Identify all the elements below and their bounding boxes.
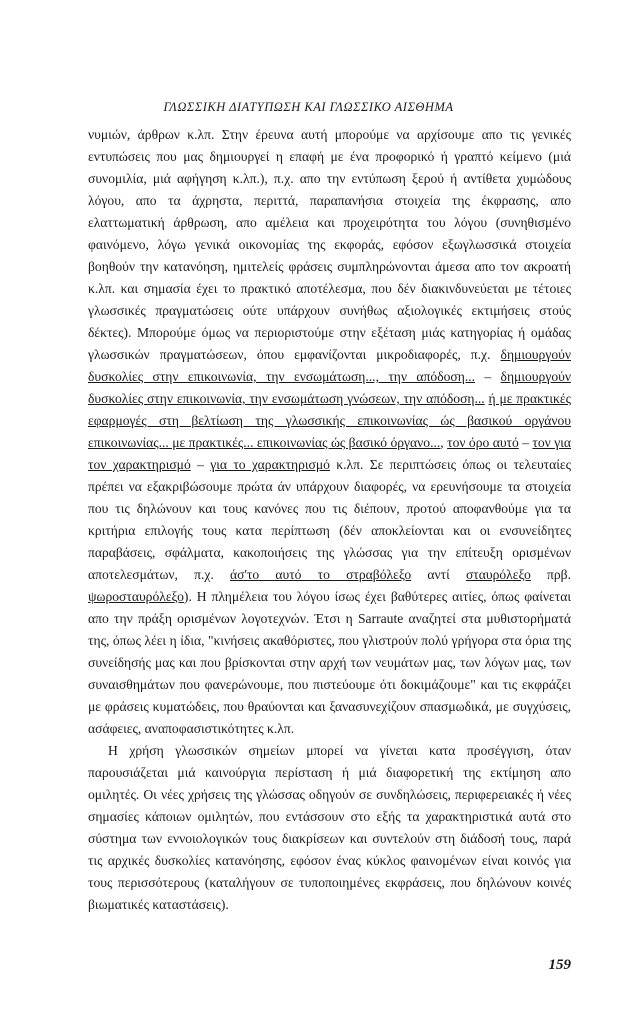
body-text xyxy=(88,124,571,916)
paragraph-2 xyxy=(88,740,571,916)
underlined-phrase: δημιουργούν δυσκολίες στην επικοινωνία, την ενσωμάτωση γνώσεων, την απόδοση... xyxy=(88,369,571,406)
text-run: , xyxy=(440,435,448,450)
running-head: ΓΛΩΣΣΙΚΗ ΔΙΑΤΥΠΩΣΗ ΚΑΙ ΓΛΩΣΣΙΚΟ ΑΙΣΘΗΜΑ xyxy=(163,100,454,114)
text-run: Η χρήση γλωσσικών σημείων μπορεί να γίνεται κατα προσέγγιση, όταν παρουσιάζεται μιά καινούργια περίσταση ή μιά διαφορετική της εκτίμηση απο ομιλητές. Οι νέες χρήσεις της γλώσσας οδηγούν σε συνδηλώσεις, περιφερειακές ή νέες σημασίες κάποιων ομιλητών, που εντάσσουν στο εξής τα χαρακτηριστικά αυτά στο σύστημα των εννοιολογικών τους διακρίσεων και συντελούν στη διάδοσή τους, παρά τις αρχικές δυσκολίες κατανόησης, εφόσον ένας κύκλος φαινομένων είναι κοινός για τους περισσότερους (καταλήγουν σε τυποποιημένες εκφράσεις, που δηλώνουν κοινές βιωματικές καταστάσεις). xyxy=(88,743,571,912)
underlined-phrase: τον για τον χαρακτηρισμό xyxy=(88,435,572,472)
underlined-phrase: τον όρο αυτό xyxy=(447,435,519,450)
paragraph-1 xyxy=(88,124,571,740)
text-run: – xyxy=(518,435,533,450)
text-run: αντί xyxy=(411,567,466,582)
underlined-phrase: σταυρόλεξο xyxy=(465,567,531,582)
text-run: – xyxy=(190,457,211,472)
text-run: κ.λπ. Σε περιπτώσεις όπως οι τελευταίες πρέπει να εξακριβώσουμε πρώτα άν υπάρχουν διαφορές, να ερευνήσουμε τα στοιχεία που τις δηλώνουν και τους κανόνες που τις διέπουν, προτού αποφανθούμε για τα κριτήρια επιλογής τους κατα περίπτωση (δέν αποκλείονται και οι ενσυνείδητες παραβάσεις, σφάλματα, κακοποιήσεις της γλώσσας για την επίτευξη ορισμένων αποτελεσμάτων, π.χ. xyxy=(88,457,572,582)
text-run: νυμιών, άρθρων κ.λπ. Στην έρευνα αυτή μπορούμε να αρχίσουμε απο τις γενικές εντυπώσεις που μας δημιουργεί η επαφή με ένα προφορικό ή γραπτό κείμενο (μιά συνομιλία, μιά αφήγηση κ.λπ.), π.χ. απο την εντύπωση ξερού ή αντίθετα χυμώδους λόγου, απο τα άχρηστα, περιττά, παραπανήσια στοιχεία της έκφρασης, απο ελαττωματική άρθρωση, απο αμέλεια και προχειρότητα του λόγου (συνηθισμένο φαινόμενο, λόγω γενικά οικονομίας της εκφοράς, εφόσον εξωγλωσσικά στοιχεία βοηθούν την κατανόηση, ημιτελείς φράσεις συμπληρώνονται άμεσα απο τον ακροατή κ.λπ. και σημασία έχει το πρακτικό αποτέλεσμα, που δέν διακινδυνεύεται με τέτοιες γλωσσικές πραγματώσεις ούτε υπάρχουν συνήθως αξιολογικές εκτιμήσεις στούς δέκτες). Μπορούμε όμως να περιοριστούμε στην εξέταση μιάς κατηγορίας ή ομάδας γλωσσικών πραγματώσεων, όπου εμφανίζονται μικροδιαφορές, π.χ. xyxy=(88,127,571,362)
underlined-phrase: ή με πρακτικές εφαρμογές στη βελτίωση της γλωσσικής επικοινωνίας ώς βασικού οργάνου επικοινωνίας... με πρακτικές... επικοινωνίας ώς βασικό όργανο... xyxy=(88,391,571,450)
text-run: – xyxy=(475,369,501,384)
text-run: ). Η πλημέλεια του λόγου ίσως έχει βαθύτερες αιτίες, όπως φαίνεται απο την πράξη ορισμένων λογοτεχνών. Έτσι η Sarraute αναζητεί στα μυθιστορήματά της, όπως λέει η ίδια, "κινήσεις ακαθόριστες, που γλιστρούν πολύ γρήγορα στα όρια της συνείδησής μας και που βρίσκονται στην αρχή των νευμάτων μας, των λόγων μας, των συναισθημάτων που φανερώνουμε, που πιστεύουμε ότι δοκιμάζουμε" και τις εκφράζει με φράσεις κυματώδεις, που θραύονται και ξανασυνεχίζουν σπασμωδικά, με συγχύσεις, ασάφειες, αναποφασιστικότητες κ.λπ. xyxy=(88,589,571,736)
page-number: 159 xyxy=(548,957,571,973)
underlined-phrase: άσ'το αυτό το στραβόλεξο xyxy=(230,567,412,582)
text-run: πρβ. xyxy=(530,567,571,582)
underlined-phrase: ψωροσταυρόλεξο xyxy=(88,589,184,604)
underlined-phrase: δημιουργούν δυσκολίες στην επικοινωνία, την ενσωμάτωση..., την απόδοση... xyxy=(88,347,571,384)
underlined-phrase: για το χαρακτηρισμό xyxy=(210,457,330,472)
